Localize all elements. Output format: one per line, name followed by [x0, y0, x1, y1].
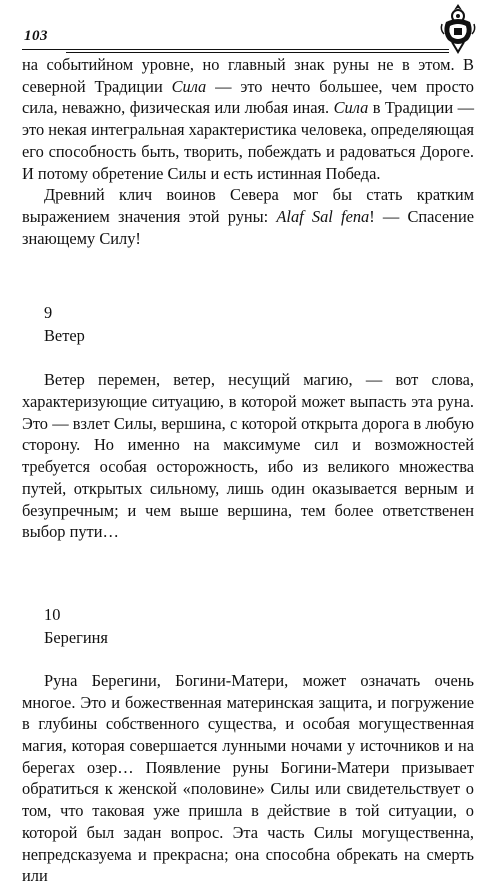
page-body [22, 54, 474, 887]
section-title: Берегиня [44, 627, 108, 647]
header-rule [22, 49, 449, 50]
intro-paragraph-2: Древний клич воинов Севера мог бы стать кратким выражением значения этой руны: Alaf Sal fena! — Спасение знающему Силу! [22, 185, 474, 248]
intro-paragraph-1: на событийном уровне, но главный знак руны не в этом. В северной Традиции Сила — это нечто большее, чем просто сила, неважно, физическая или любая иная. Сила в Традиции — это некая интегральная характеристика человека, определяющая его способность быть, творить, побеждать и радоваться Дороге. И потому обретение Силы и есть истинная Победа. [22, 55, 475, 183]
celtic-knot-emblem-icon [438, 2, 478, 54]
section-title: Ветер [44, 326, 85, 346]
section-text: Ветер перемен, ветер, несущий магию, — вот слова, характеризующие ситуацию, в которой может выпасть эта руна. Это — взлет Силы, вершина, с которой открыта дорога в любую сторону. Но именно на максимуме сил и возможностей требуется особая осторожность, ибо из великого множества путей, открытых сильному, лишь один оказывается верным и безупречным; и чем выше вершина, тем более ответственен выбор пути… [22, 370, 474, 542]
page-number: 103 [24, 28, 48, 44]
section-text: Руна Берегини, Богини-Матери, может означать очень многое. Это и божественная материнская защита, и погружение в глубины собственного существа, и особая могущественная магия, которая совершается лунными ночами у источников и на берегах озер… Появление руны Богини-Матери призывает обратиться к женской «половине» Силы или свидетельствует о том, что таковая уже пришла в действие в той ситуации, о которой был задан вопрос. Эта часть Силы могущественна, непредсказуема и прекрасна; она способна обрекать на смерть или [22, 670, 474, 886]
header-rule-double [66, 52, 449, 53]
section-number: 10 [44, 604, 61, 624]
section-number: 9 [44, 303, 53, 323]
